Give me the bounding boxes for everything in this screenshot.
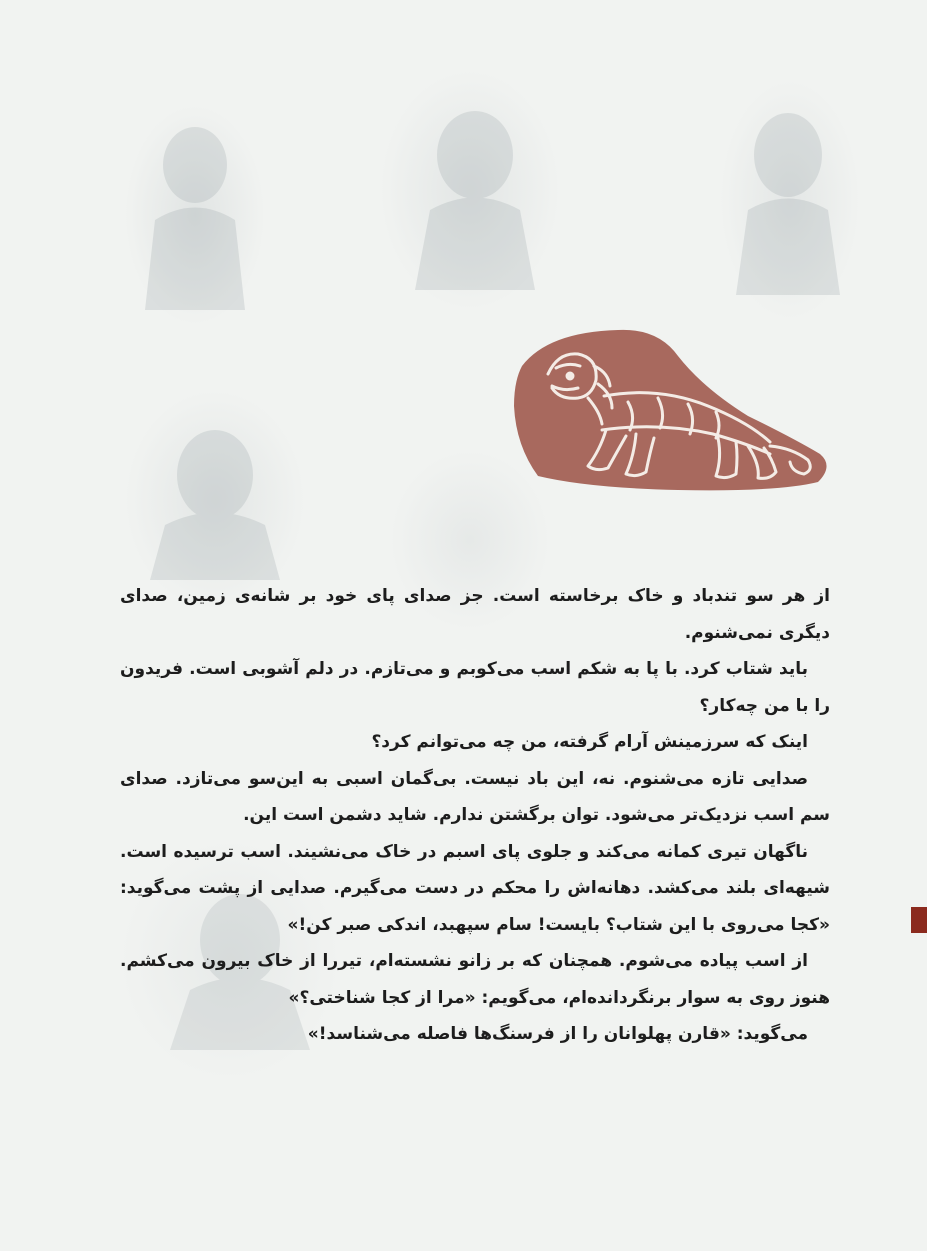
story-paragraph-1: از هر سو تندباد و خاک برخاسته است. جز صدای پای خود بر شانه‌ی زمین، صدای دیگری نمی‌شنوم. — [120, 586, 830, 643]
faded-figure-icon — [395, 95, 555, 290]
story-paragraph-5: ناگهان تیری کمانه می‌کند و جلوی پای اسبم در خاک می‌نشیند. اسب ترسیده است. شیهه‌ای بلند می‌کشد. دهانه‌اش را محکم در دست می‌گیرم. صدایی از پشت می‌گوید: «کجا می‌روی با این شتاب؟ بایست! سام سپهبد، اندکی صبر کن!» — [120, 841, 830, 935]
faded-figure-icon — [130, 420, 300, 580]
story-paragraph-6: از اسب پیاده می‌شوم. همچنان که بر زانو نشسته‌ام، تیررا از خاک بیرون می‌کشم. هنوز روی به سوار برنگردانده‌ام، می‌گویم: «مرا از کجا شناختی؟» — [120, 951, 830, 1008]
story-text — [120, 578, 830, 1053]
story-paragraph-2: باید شتاب کرد. با پا به شکم اسب می‌کوبم و می‌تازم. در دلم آشوبی است. فریدون را با من چه‌کار؟ — [120, 659, 830, 716]
faded-figure-icon — [120, 110, 270, 310]
story-paragraph-7: می‌گوید: «قارن پهلوانان را از فرسنگ‌ها فاصله می‌شناسد!» — [307, 1024, 808, 1044]
story-paragraph-3: اینک که سرزمینش آرام گرفته، من چه می‌توانم کرد؟ — [371, 732, 808, 752]
lion-seal-icon — [508, 326, 830, 492]
page-edge-marker — [911, 907, 927, 933]
story-paragraph-4: صدایی تازه می‌شنوم. نه، این باد نیست. بی‌گمان اسبی به این‌سو می‌تازد. صدای سم اسب نزدیک‌تر می‌شود. توان برگشتن ندارم. شاید دشمن است این. — [120, 768, 830, 825]
faded-figure-icon — [718, 95, 858, 295]
